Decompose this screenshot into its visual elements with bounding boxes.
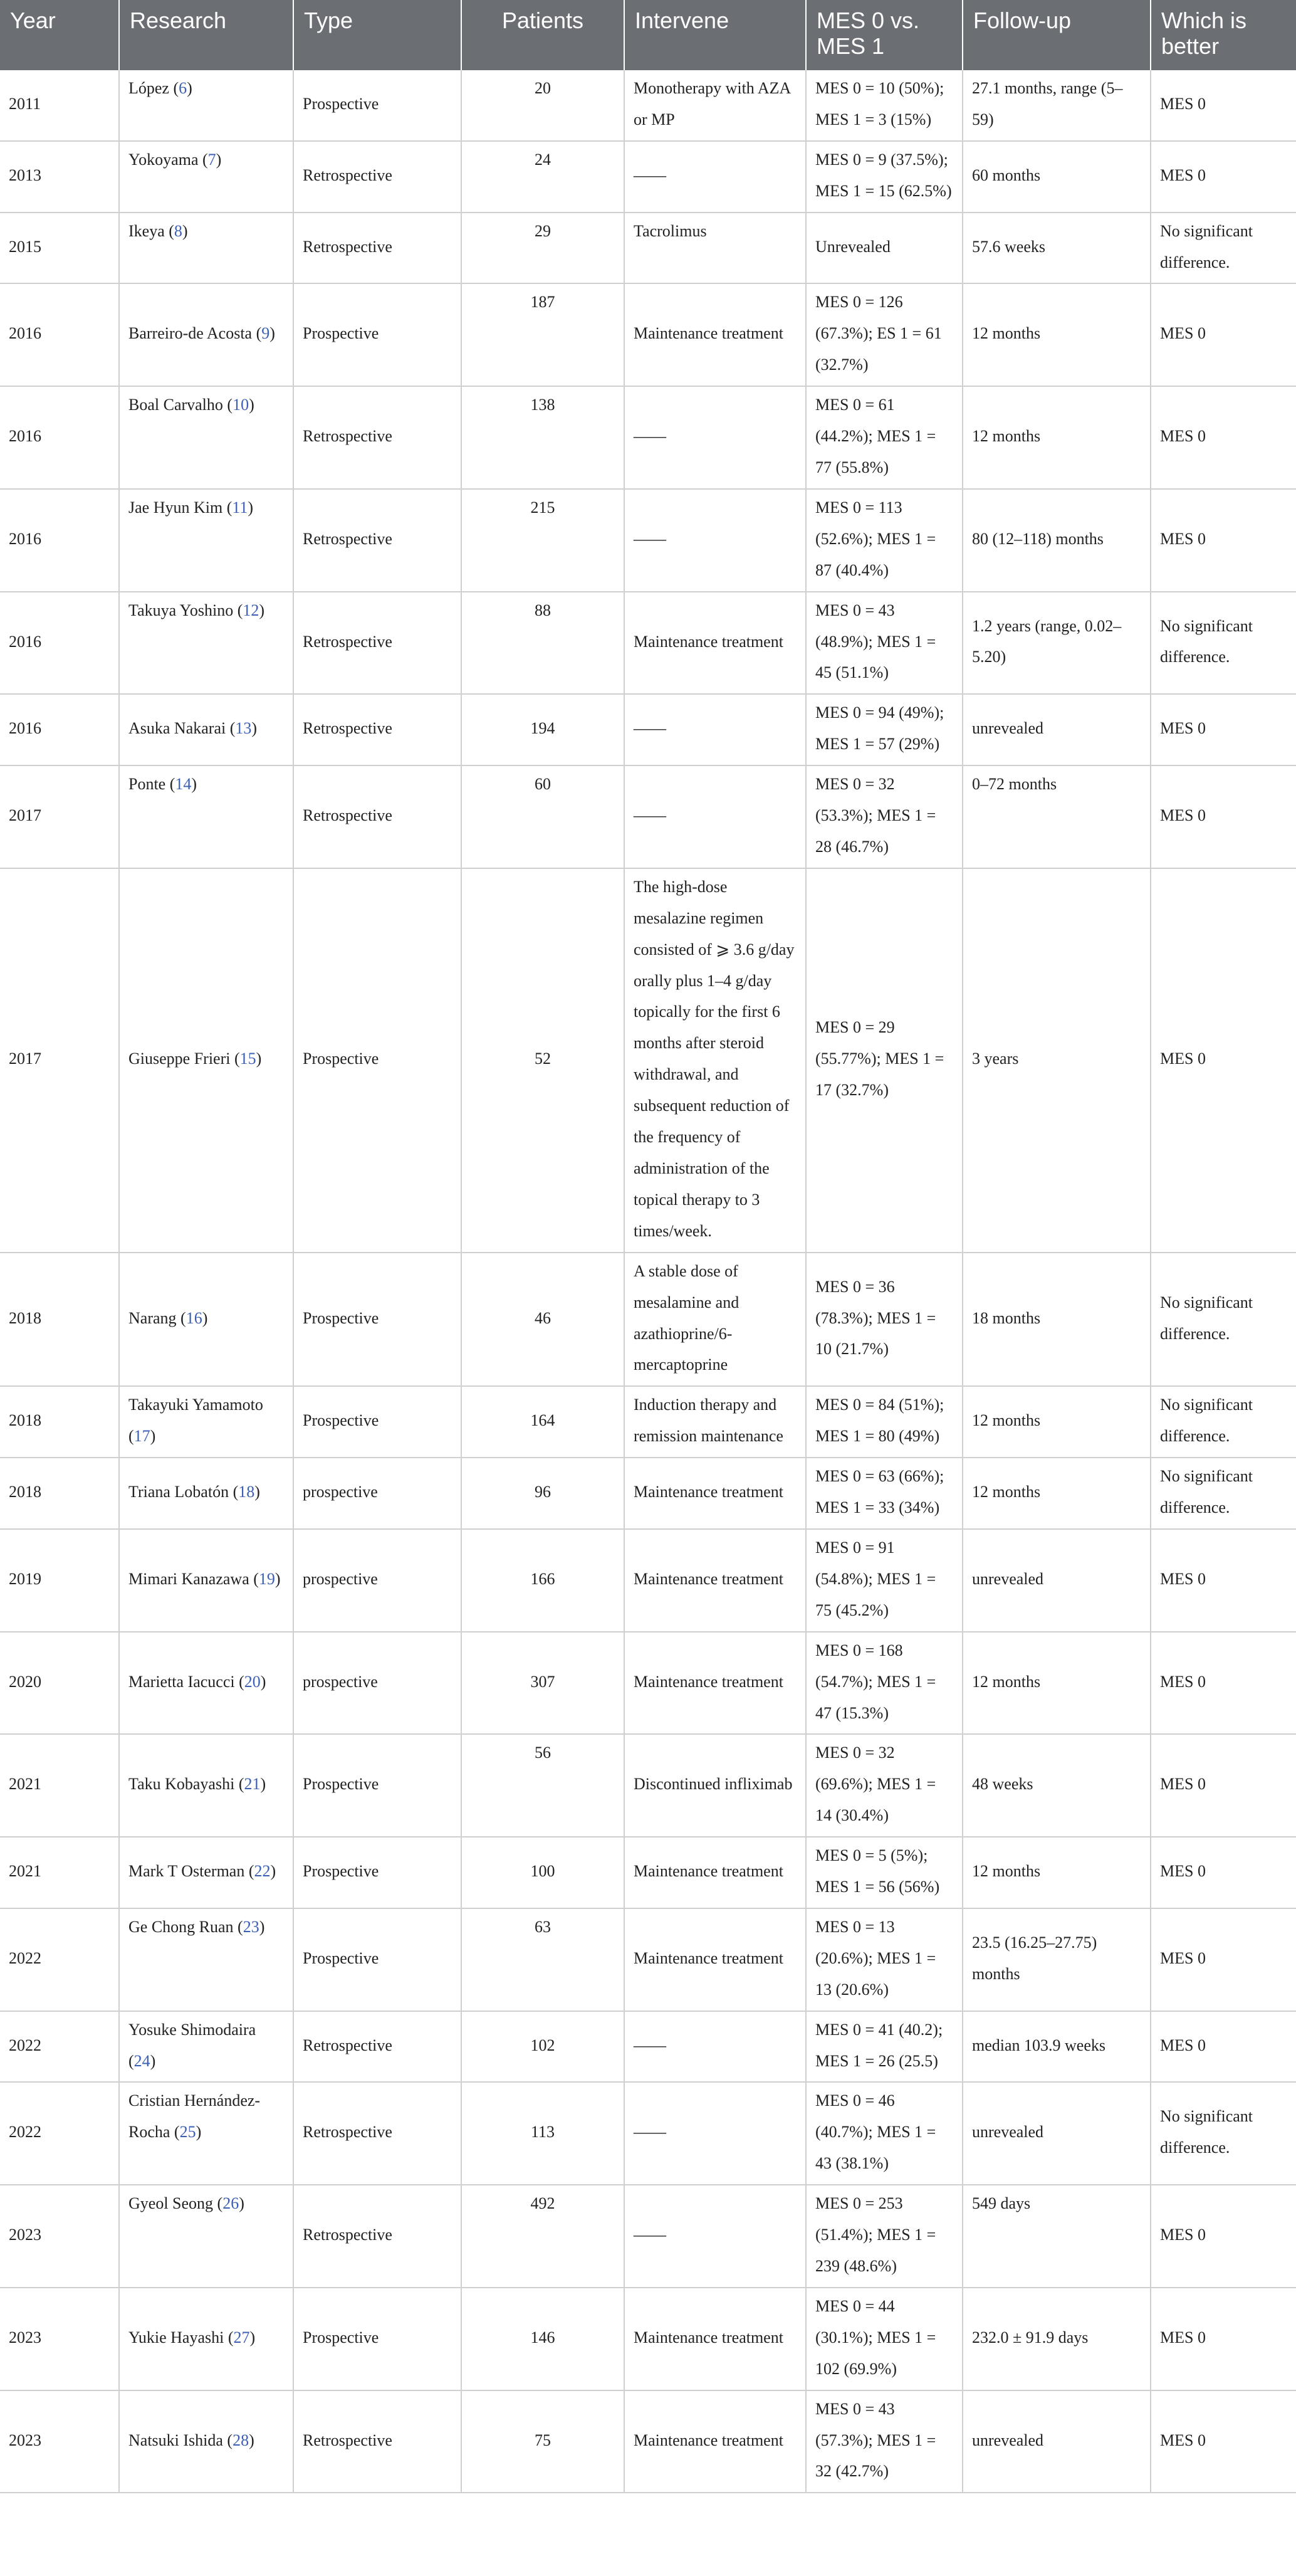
table-row bbox=[0, 592, 1296, 695]
author-name: Ikeya bbox=[128, 221, 165, 240]
cell-patients: 96 bbox=[461, 1458, 624, 1529]
cell-better: MES 0 bbox=[1151, 2011, 1296, 2083]
cell-mes: MES 0 = 61 (44.2%); MES 1 = 77 (55.8%) bbox=[806, 386, 963, 489]
cell-research: Ge Chong Ruan (23) bbox=[119, 1908, 293, 2011]
table-row bbox=[0, 2185, 1296, 2288]
cell-research: Takuya Yoshino (12) bbox=[119, 592, 293, 695]
cell-intervene: —— bbox=[624, 694, 806, 765]
cell-year: 2023 bbox=[0, 2390, 119, 2493]
cell-type: prospective bbox=[293, 1529, 461, 1632]
cell-mes: MES 0 = 43 (57.3%); MES 1 = 32 (42.7%) bbox=[806, 2390, 963, 2493]
table-row bbox=[0, 868, 1296, 1253]
cell-patients: 29 bbox=[461, 213, 624, 284]
table-row bbox=[0, 70, 1296, 141]
reference-link[interactable]: 7 bbox=[207, 150, 216, 169]
reference-link[interactable]: 28 bbox=[233, 2431, 249, 2449]
reference-link[interactable]: 12 bbox=[243, 601, 259, 619]
author-name: Mark T Osterman bbox=[128, 1862, 245, 1881]
cell-year: 2018 bbox=[0, 1253, 119, 1387]
table-row bbox=[0, 1458, 1296, 1529]
cell-patients: 46 bbox=[461, 1253, 624, 1387]
cell-patients: 492 bbox=[461, 2185, 624, 2288]
cell-mes: MES 0 = 84 (51%); MES 1 = 80 (49%) bbox=[806, 1386, 963, 1458]
cell-mes: MES 0 = 5 (5%); MES 1 = 56 (56%) bbox=[806, 1837, 963, 1908]
author-name: Narang bbox=[128, 1308, 177, 1327]
cell-year: 2021 bbox=[0, 1837, 119, 1908]
cell-type: Retrospective bbox=[293, 765, 461, 868]
cell-patients: 63 bbox=[461, 1908, 624, 2011]
cell-mes: MES 0 = 41 (40.2); MES 1 = 26 (25.5) bbox=[806, 2011, 963, 2083]
cell-intervene: Maintenance treatment bbox=[624, 2390, 806, 2493]
cell-mes: MES 0 = 9 (37.5%); MES 1 = 15 (62.5%) bbox=[806, 141, 963, 213]
cell-research: Jae Hyun Kim (11) bbox=[119, 489, 293, 592]
cell-mes: MES 0 = 32 (69.6%); MES 1 = 14 (30.4%) bbox=[806, 1734, 963, 1837]
author-name: Taku Kobayashi bbox=[128, 1775, 235, 1794]
cell-mes: MES 0 = 168 (54.7%); MES 1 = 47 (15.3%) bbox=[806, 1632, 963, 1735]
cell-intervene: Discontinued infliximab bbox=[624, 1734, 806, 1837]
reference-link[interactable]: 11 bbox=[232, 498, 248, 517]
cell-year: 2016 bbox=[0, 694, 119, 765]
author-name: Mimari Kanazawa bbox=[128, 1569, 249, 1588]
cell-mes: MES 0 = 253 (51.4%); MES 1 = 239 (48.6%) bbox=[806, 2185, 963, 2288]
cell-type: Prospective bbox=[293, 1386, 461, 1458]
cell-better: MES 0 bbox=[1151, 2288, 1296, 2390]
cell-better: MES 0 bbox=[1151, 283, 1296, 386]
cell-type: Retrospective bbox=[293, 386, 461, 489]
cell-type: Retrospective bbox=[293, 2082, 461, 2185]
reference-link[interactable]: 9 bbox=[261, 324, 270, 343]
cell-intervene: Tacrolimus bbox=[624, 213, 806, 284]
cell-research: Barreiro-de Acosta (9) bbox=[119, 283, 293, 386]
cell-followup: 12 months bbox=[963, 1837, 1151, 1908]
cell-intervene: A stable dose of mesalamine and azathioprine/6-mercaptoprine bbox=[624, 1253, 806, 1387]
cell-year: 2016 bbox=[0, 592, 119, 695]
cell-patients: 60 bbox=[461, 765, 624, 868]
cell-better: No significant difference. bbox=[1151, 1253, 1296, 1387]
author-name: Triana Lobatón bbox=[128, 1483, 229, 1501]
cell-intervene: Maintenance treatment bbox=[624, 1458, 806, 1529]
table-row bbox=[0, 2082, 1296, 2185]
author-name: Takayuki Yamamoto bbox=[128, 1396, 263, 1414]
header-type: Type bbox=[293, 0, 461, 70]
table-row bbox=[0, 765, 1296, 868]
cell-intervene: —— bbox=[624, 2082, 806, 2185]
cell-year: 2013 bbox=[0, 141, 119, 213]
cell-patients: 20 bbox=[461, 70, 624, 141]
cell-research: Asuka Nakarai (13) bbox=[119, 694, 293, 765]
cell-better: MES 0 bbox=[1151, 2185, 1296, 2288]
cell-better: No significant difference. bbox=[1151, 1386, 1296, 1458]
table-row bbox=[0, 2011, 1296, 2083]
table-row bbox=[0, 1632, 1296, 1735]
cell-better: MES 0 bbox=[1151, 1734, 1296, 1837]
cell-year: 2018 bbox=[0, 1386, 119, 1458]
cell-followup: 27.1 months, range (5–59) bbox=[963, 70, 1151, 141]
cell-type: Retrospective bbox=[293, 2390, 461, 2493]
reference-link[interactable]: 23 bbox=[243, 1917, 259, 1936]
cell-intervene: The high-dose mesalazine regimen consisted of ⩾ 3.6 g/day orally plus 1–4 g/day topically for the first 6 months after steroid withdrawal, and subsequent reduction of the frequency of administration of the topical therapy to 3 times/week. bbox=[624, 868, 806, 1253]
cell-research: Triana Lobatón (18) bbox=[119, 1458, 293, 1529]
cell-type: Prospective bbox=[293, 1908, 461, 2011]
cell-intervene: Maintenance treatment bbox=[624, 1529, 806, 1632]
cell-intervene: —— bbox=[624, 489, 806, 592]
cell-mes: MES 0 = 32 (53.3%); MES 1 = 28 (46.7%) bbox=[806, 765, 963, 868]
cell-patients: 307 bbox=[461, 1632, 624, 1735]
cell-patients: 56 bbox=[461, 1734, 624, 1837]
table-row bbox=[0, 1529, 1296, 1632]
cell-research: Gyeol Seong (26) bbox=[119, 2185, 293, 2288]
cell-research: Yosuke Shimodaira (24) bbox=[119, 2011, 293, 2083]
cell-year: 2022 bbox=[0, 2011, 119, 2083]
author-name: Natsuki Ishida bbox=[128, 2431, 223, 2449]
cell-patients: 75 bbox=[461, 2390, 624, 2493]
table-row bbox=[0, 386, 1296, 489]
cell-better: MES 0 bbox=[1151, 868, 1296, 1253]
table-body bbox=[0, 70, 1296, 2493]
cell-type: Retrospective bbox=[293, 213, 461, 284]
cell-year: 2015 bbox=[0, 213, 119, 284]
cell-intervene: —— bbox=[624, 141, 806, 213]
table-row bbox=[0, 694, 1296, 765]
cell-better: MES 0 bbox=[1151, 489, 1296, 592]
header-mes: MES 0 vs. MES 1 bbox=[806, 0, 963, 70]
reference-link[interactable]: 27 bbox=[233, 2328, 250, 2347]
table-header bbox=[0, 0, 1296, 70]
cell-intervene: Maintenance treatment bbox=[624, 1632, 806, 1735]
cell-mes: MES 0 = 43 (48.9%); MES 1 = 45 (51.1%) bbox=[806, 592, 963, 695]
cell-intervene: Monotherapy with AZA or MP bbox=[624, 70, 806, 141]
cell-intervene: —— bbox=[624, 2185, 806, 2288]
cell-year: 2022 bbox=[0, 1908, 119, 2011]
cell-intervene: —— bbox=[624, 765, 806, 868]
author-name: Ge Chong Ruan bbox=[128, 1917, 234, 1936]
cell-intervene: Maintenance treatment bbox=[624, 1837, 806, 1908]
cell-year: 2022 bbox=[0, 2082, 119, 2185]
cell-patients: 100 bbox=[461, 1837, 624, 1908]
cell-better: No significant difference. bbox=[1151, 2082, 1296, 2185]
cell-intervene: Maintenance treatment bbox=[624, 2288, 806, 2390]
author-name: Giuseppe Frieri bbox=[128, 1049, 231, 1068]
reference-link[interactable]: 26 bbox=[222, 2194, 239, 2213]
author-name: Asuka Nakarai bbox=[128, 719, 226, 738]
cell-year: 2023 bbox=[0, 2288, 119, 2390]
cell-intervene: —— bbox=[624, 2011, 806, 2083]
cell-patients: 187 bbox=[461, 283, 624, 386]
table-row bbox=[0, 1734, 1296, 1837]
cell-better: MES 0 bbox=[1151, 2390, 1296, 2493]
cell-research: Cristian Hernández-Rocha (25) bbox=[119, 2082, 293, 2185]
cell-type: Retrospective bbox=[293, 141, 461, 213]
cell-followup: 0–72 months bbox=[963, 765, 1151, 868]
header-research: Research bbox=[119, 0, 293, 70]
reference-link[interactable]: 17 bbox=[133, 1427, 150, 1446]
cell-research: Marietta Iacucci (20) bbox=[119, 1632, 293, 1735]
cell-better: MES 0 bbox=[1151, 694, 1296, 765]
cell-research: Ponte (14) bbox=[119, 765, 293, 868]
cell-followup: unrevealed bbox=[963, 1529, 1151, 1632]
cell-patients: 194 bbox=[461, 694, 624, 765]
cell-intervene: —— bbox=[624, 386, 806, 489]
author-name: Yukie Hayashi bbox=[128, 2328, 224, 2347]
cell-year: 2011 bbox=[0, 70, 119, 141]
cell-followup: 12 months bbox=[963, 1386, 1151, 1458]
cell-followup: 549 days bbox=[963, 2185, 1151, 2288]
reference-link[interactable]: 16 bbox=[186, 1308, 202, 1327]
table-row bbox=[0, 141, 1296, 213]
table-row bbox=[0, 2390, 1296, 2493]
cell-patients: 215 bbox=[461, 489, 624, 592]
cell-intervene: Maintenance treatment bbox=[624, 283, 806, 386]
cell-followup: 80 (12–118) months bbox=[963, 489, 1151, 592]
author-name: Yokoyama bbox=[128, 150, 199, 169]
author-name: López bbox=[128, 79, 169, 97]
cell-type: Prospective bbox=[293, 2288, 461, 2390]
reference-link[interactable]: 15 bbox=[239, 1049, 256, 1068]
reference-link[interactable]: 21 bbox=[244, 1775, 261, 1794]
cell-followup: median 103.9 weeks bbox=[963, 2011, 1151, 2083]
cell-intervene: Maintenance treatment bbox=[624, 592, 806, 695]
header-year: Year bbox=[0, 0, 119, 70]
cell-year: 2023 bbox=[0, 2185, 119, 2288]
author-name: Barreiro-de Acosta bbox=[128, 324, 253, 343]
cell-better: MES 0 bbox=[1151, 1837, 1296, 1908]
cell-patients: 166 bbox=[461, 1529, 624, 1632]
cell-year: 2017 bbox=[0, 868, 119, 1253]
cell-patients: 113 bbox=[461, 2082, 624, 2185]
cell-mes: MES 0 = 36 (78.3%); MES 1 = 10 (21.7%) bbox=[806, 1253, 963, 1387]
cell-followup: 60 months bbox=[963, 141, 1151, 213]
header-followup: Follow-up bbox=[963, 0, 1151, 70]
cell-followup: 3 years bbox=[963, 868, 1151, 1253]
cell-type: Prospective bbox=[293, 70, 461, 141]
cell-type: Prospective bbox=[293, 1253, 461, 1387]
cell-followup: 1.2 years (range, 0.02–5.20) bbox=[963, 592, 1151, 695]
reference-link[interactable]: 22 bbox=[254, 1862, 271, 1881]
cell-patients: 24 bbox=[461, 141, 624, 213]
reference-link[interactable]: 25 bbox=[179, 2123, 196, 2142]
cell-better: MES 0 bbox=[1151, 1529, 1296, 1632]
reference-link[interactable]: 19 bbox=[258, 1569, 275, 1588]
cell-mes: MES 0 = 46 (40.7%); MES 1 = 43 (38.1%) bbox=[806, 2082, 963, 2185]
cell-followup: 18 months bbox=[963, 1253, 1151, 1387]
table-row bbox=[0, 1908, 1296, 2011]
cell-research: Giuseppe Frieri (15) bbox=[119, 868, 293, 1253]
reference-link[interactable]: 6 bbox=[179, 79, 187, 97]
cell-followup: 12 months bbox=[963, 1632, 1151, 1735]
cell-better: No significant difference. bbox=[1151, 592, 1296, 695]
cell-type: prospective bbox=[293, 1458, 461, 1529]
cell-year: 2018 bbox=[0, 1458, 119, 1529]
cell-type: Prospective bbox=[293, 1837, 461, 1908]
cell-type: Retrospective bbox=[293, 489, 461, 592]
cell-intervene: Induction therapy and remission maintenance bbox=[624, 1386, 806, 1458]
cell-patients: 164 bbox=[461, 1386, 624, 1458]
cell-followup: 57.6 weeks bbox=[963, 213, 1151, 284]
table-row bbox=[0, 1386, 1296, 1458]
reference-link[interactable]: 14 bbox=[175, 775, 192, 794]
cell-mes: MES 0 = 126 (67.3%); ES 1 = 61 (32.7%) bbox=[806, 283, 963, 386]
cell-better: No significant difference. bbox=[1151, 213, 1296, 284]
header-better: Which is better bbox=[1151, 0, 1296, 70]
author-name: Boal Carvalho bbox=[128, 396, 223, 414]
cell-better: MES 0 bbox=[1151, 765, 1296, 868]
header-patients: Patients bbox=[461, 0, 624, 70]
cell-type: Prospective bbox=[293, 1734, 461, 1837]
author-name: Jae Hyun Kim bbox=[128, 498, 223, 517]
cell-mes: MES 0 = 44 (30.1%); MES 1 = 102 (69.9%) bbox=[806, 2288, 963, 2390]
cell-research: Takayuki Yamamoto (17) bbox=[119, 1386, 293, 1458]
cell-year: 2017 bbox=[0, 765, 119, 868]
cell-mes: MES 0 = 63 (66%); MES 1 = 33 (34%) bbox=[806, 1458, 963, 1529]
table-row bbox=[0, 283, 1296, 386]
cell-better: MES 0 bbox=[1151, 70, 1296, 141]
header-row bbox=[0, 0, 1296, 70]
cell-research: Mimari Kanazawa (19) bbox=[119, 1529, 293, 1632]
table-row bbox=[0, 1253, 1296, 1387]
cell-year: 2016 bbox=[0, 283, 119, 386]
cell-mes: MES 0 = 94 (49%); MES 1 = 57 (29%) bbox=[806, 694, 963, 765]
cell-type: prospective bbox=[293, 1632, 461, 1735]
cell-research: Taku Kobayashi (21) bbox=[119, 1734, 293, 1837]
cell-research: Mark T Osterman (22) bbox=[119, 1837, 293, 1908]
cell-followup: 23.5 (16.25–27.75) months bbox=[963, 1908, 1151, 2011]
cell-mes: MES 0 = 113 (52.6%); MES 1 = 87 (40.4%) bbox=[806, 489, 963, 592]
cell-year: 2020 bbox=[0, 1632, 119, 1735]
cell-mes: MES 0 = 29 (55.77%); MES 1 = 17 (32.7%) bbox=[806, 868, 963, 1253]
cell-mes: MES 0 = 10 (50%); MES 1 = 3 (15%) bbox=[806, 70, 963, 141]
cell-mes: Unrevealed bbox=[806, 213, 963, 284]
cell-type: Retrospective bbox=[293, 694, 461, 765]
cell-mes: MES 0 = 91 (54.8%); MES 1 = 75 (45.2%) bbox=[806, 1529, 963, 1632]
cell-type: Prospective bbox=[293, 283, 461, 386]
cell-patients: 146 bbox=[461, 2288, 624, 2390]
author-name: Takuya Yoshino bbox=[128, 601, 234, 619]
author-name: Marietta Iacucci bbox=[128, 1672, 235, 1691]
cell-patients: 102 bbox=[461, 2011, 624, 2083]
cell-type: Retrospective bbox=[293, 2185, 461, 2288]
header-intervene: Intervene bbox=[624, 0, 806, 70]
table-row bbox=[0, 2288, 1296, 2390]
cell-better: MES 0 bbox=[1151, 386, 1296, 489]
cell-followup: 12 months bbox=[963, 386, 1151, 489]
cell-research: López (6) bbox=[119, 70, 293, 141]
cell-patients: 138 bbox=[461, 386, 624, 489]
cell-research: Yukie Hayashi (27) bbox=[119, 2288, 293, 2390]
cell-better: MES 0 bbox=[1151, 1632, 1296, 1735]
cell-patients: 52 bbox=[461, 868, 624, 1253]
cell-followup: unrevealed bbox=[963, 694, 1151, 765]
cell-mes: MES 0 = 13 (20.6%); MES 1 = 13 (20.6%) bbox=[806, 1908, 963, 2011]
cell-year: 2021 bbox=[0, 1734, 119, 1837]
cell-better: No significant difference. bbox=[1151, 1458, 1296, 1529]
cell-better: MES 0 bbox=[1151, 141, 1296, 213]
cell-year: 2016 bbox=[0, 386, 119, 489]
cell-intervene: Maintenance treatment bbox=[624, 1908, 806, 2011]
cell-research: Ikeya (8) bbox=[119, 213, 293, 284]
reference-link[interactable]: 24 bbox=[133, 2051, 150, 2070]
author-name: Gyeol Seong bbox=[128, 2194, 214, 2213]
cell-followup: unrevealed bbox=[963, 2390, 1151, 2493]
cell-research: Narang (16) bbox=[119, 1253, 293, 1387]
table-row bbox=[0, 213, 1296, 284]
table-row bbox=[0, 1837, 1296, 1908]
author-name: Cristian Hernández-Rocha bbox=[128, 2091, 261, 2142]
cell-followup: unrevealed bbox=[963, 2082, 1151, 2185]
cell-research: Yokoyama (7) bbox=[119, 141, 293, 213]
reference-link[interactable]: 13 bbox=[235, 719, 252, 738]
cell-followup: 232.0 ± 91.9 days bbox=[963, 2288, 1151, 2390]
cell-patients: 88 bbox=[461, 592, 624, 695]
table-row bbox=[0, 489, 1296, 592]
cell-followup: 12 months bbox=[963, 283, 1151, 386]
author-name: Yosuke Shimodaira bbox=[128, 2020, 256, 2039]
reference-link[interactable]: 20 bbox=[244, 1672, 261, 1691]
cell-type: Retrospective bbox=[293, 2011, 461, 2083]
author-name: Ponte bbox=[128, 775, 166, 794]
reference-link[interactable]: 10 bbox=[233, 396, 249, 414]
cell-type: Prospective bbox=[293, 868, 461, 1253]
cell-followup: 48 weeks bbox=[963, 1734, 1151, 1837]
cell-research: Boal Carvalho (10) bbox=[119, 386, 293, 489]
cell-research: Natsuki Ishida (28) bbox=[119, 2390, 293, 2493]
cell-year: 2019 bbox=[0, 1529, 119, 1632]
cell-type: Retrospective bbox=[293, 592, 461, 695]
reference-link[interactable]: 8 bbox=[174, 221, 182, 240]
cell-better: MES 0 bbox=[1151, 1908, 1296, 2011]
cell-year: 2016 bbox=[0, 489, 119, 592]
cell-followup: 12 months bbox=[963, 1458, 1151, 1529]
reference-link[interactable]: 18 bbox=[238, 1483, 255, 1501]
